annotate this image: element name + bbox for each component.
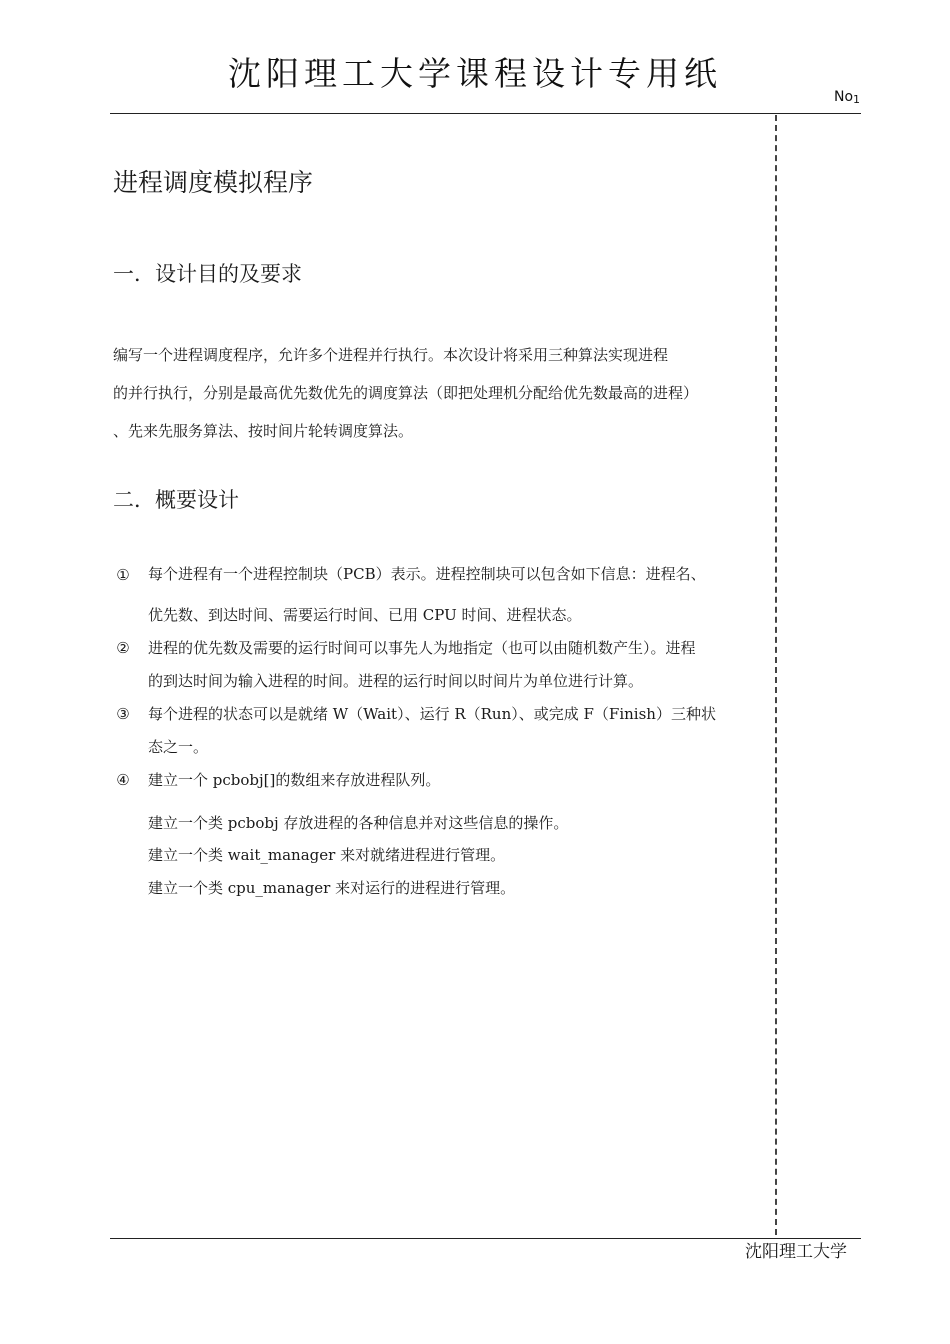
class-description-line: 建立一个类 cpu_manager 来对运行的进程进行管理。 <box>148 879 516 897</box>
page-number-value: 1 <box>853 93 861 106</box>
header-title: 沈阳理工大学课程设计专用纸 <box>228 54 722 93</box>
page-number-prefix: No <box>834 89 854 105</box>
paragraph-line: 、先来先服务算法、按时间片轮转调度算法。 <box>113 422 414 440</box>
list-item-line: 态之一。 <box>148 738 209 756</box>
section-heading-purpose: 一．设计目的及要求 <box>113 262 302 286</box>
paragraph-line: 编写一个进程调度程序，允许多个进程并行执行。本次设计将采用三种算法实现进程 <box>113 346 669 364</box>
document-title: 进程调度模拟程序 <box>113 168 314 197</box>
list-item-line: 建立一个 pcbobj[]的数组来存放进程队列。 <box>148 771 441 789</box>
list-item-line: 进程的优先数及需要的运行时间可以事先人为地指定（也可以由随机数产生）。进程 <box>148 639 696 657</box>
list-marker: ④ <box>116 771 130 789</box>
list-marker: ③ <box>116 705 130 723</box>
page-number <box>834 88 860 109</box>
list-item-line: 每个进程有一个进程控制块（PCB）表示。进程控制块可以包含如下信息：进程名、 <box>148 565 706 583</box>
footer-rule <box>110 1238 861 1239</box>
list-item-line: 每个进程的状态可以是就绪 W（Wait）、运行 R（Run）、或完成 F（Finish）三种状 <box>148 705 716 723</box>
list-marker: ① <box>116 566 130 584</box>
header-rule <box>110 113 861 114</box>
list-item-line: 的到达时间为输入进程的时间。进程的运行时间以时间片为单位进行计算。 <box>148 672 644 690</box>
class-description-line: 建立一个类 pcbobj 存放进程的各种信息并对这些信息的操作。 <box>148 814 569 832</box>
footer-university-name: 沈阳理工大学 <box>745 1242 847 1262</box>
list-item-line: 优先数、到达时间、需要运行时间、已用 CPU 时间、进程状态。 <box>148 606 582 624</box>
paragraph-line: 的并行执行，分别是最高优先数优先的调度算法（即把处理机分配给优先数最高的进程） <box>113 384 699 402</box>
binding-dashed-line <box>775 115 777 1235</box>
list-marker: ② <box>116 639 130 657</box>
section-heading-overview: 二．概要设计 <box>113 488 239 512</box>
class-description-line: 建立一个类 wait_manager 来对就绪进程进行管理。 <box>148 846 506 864</box>
